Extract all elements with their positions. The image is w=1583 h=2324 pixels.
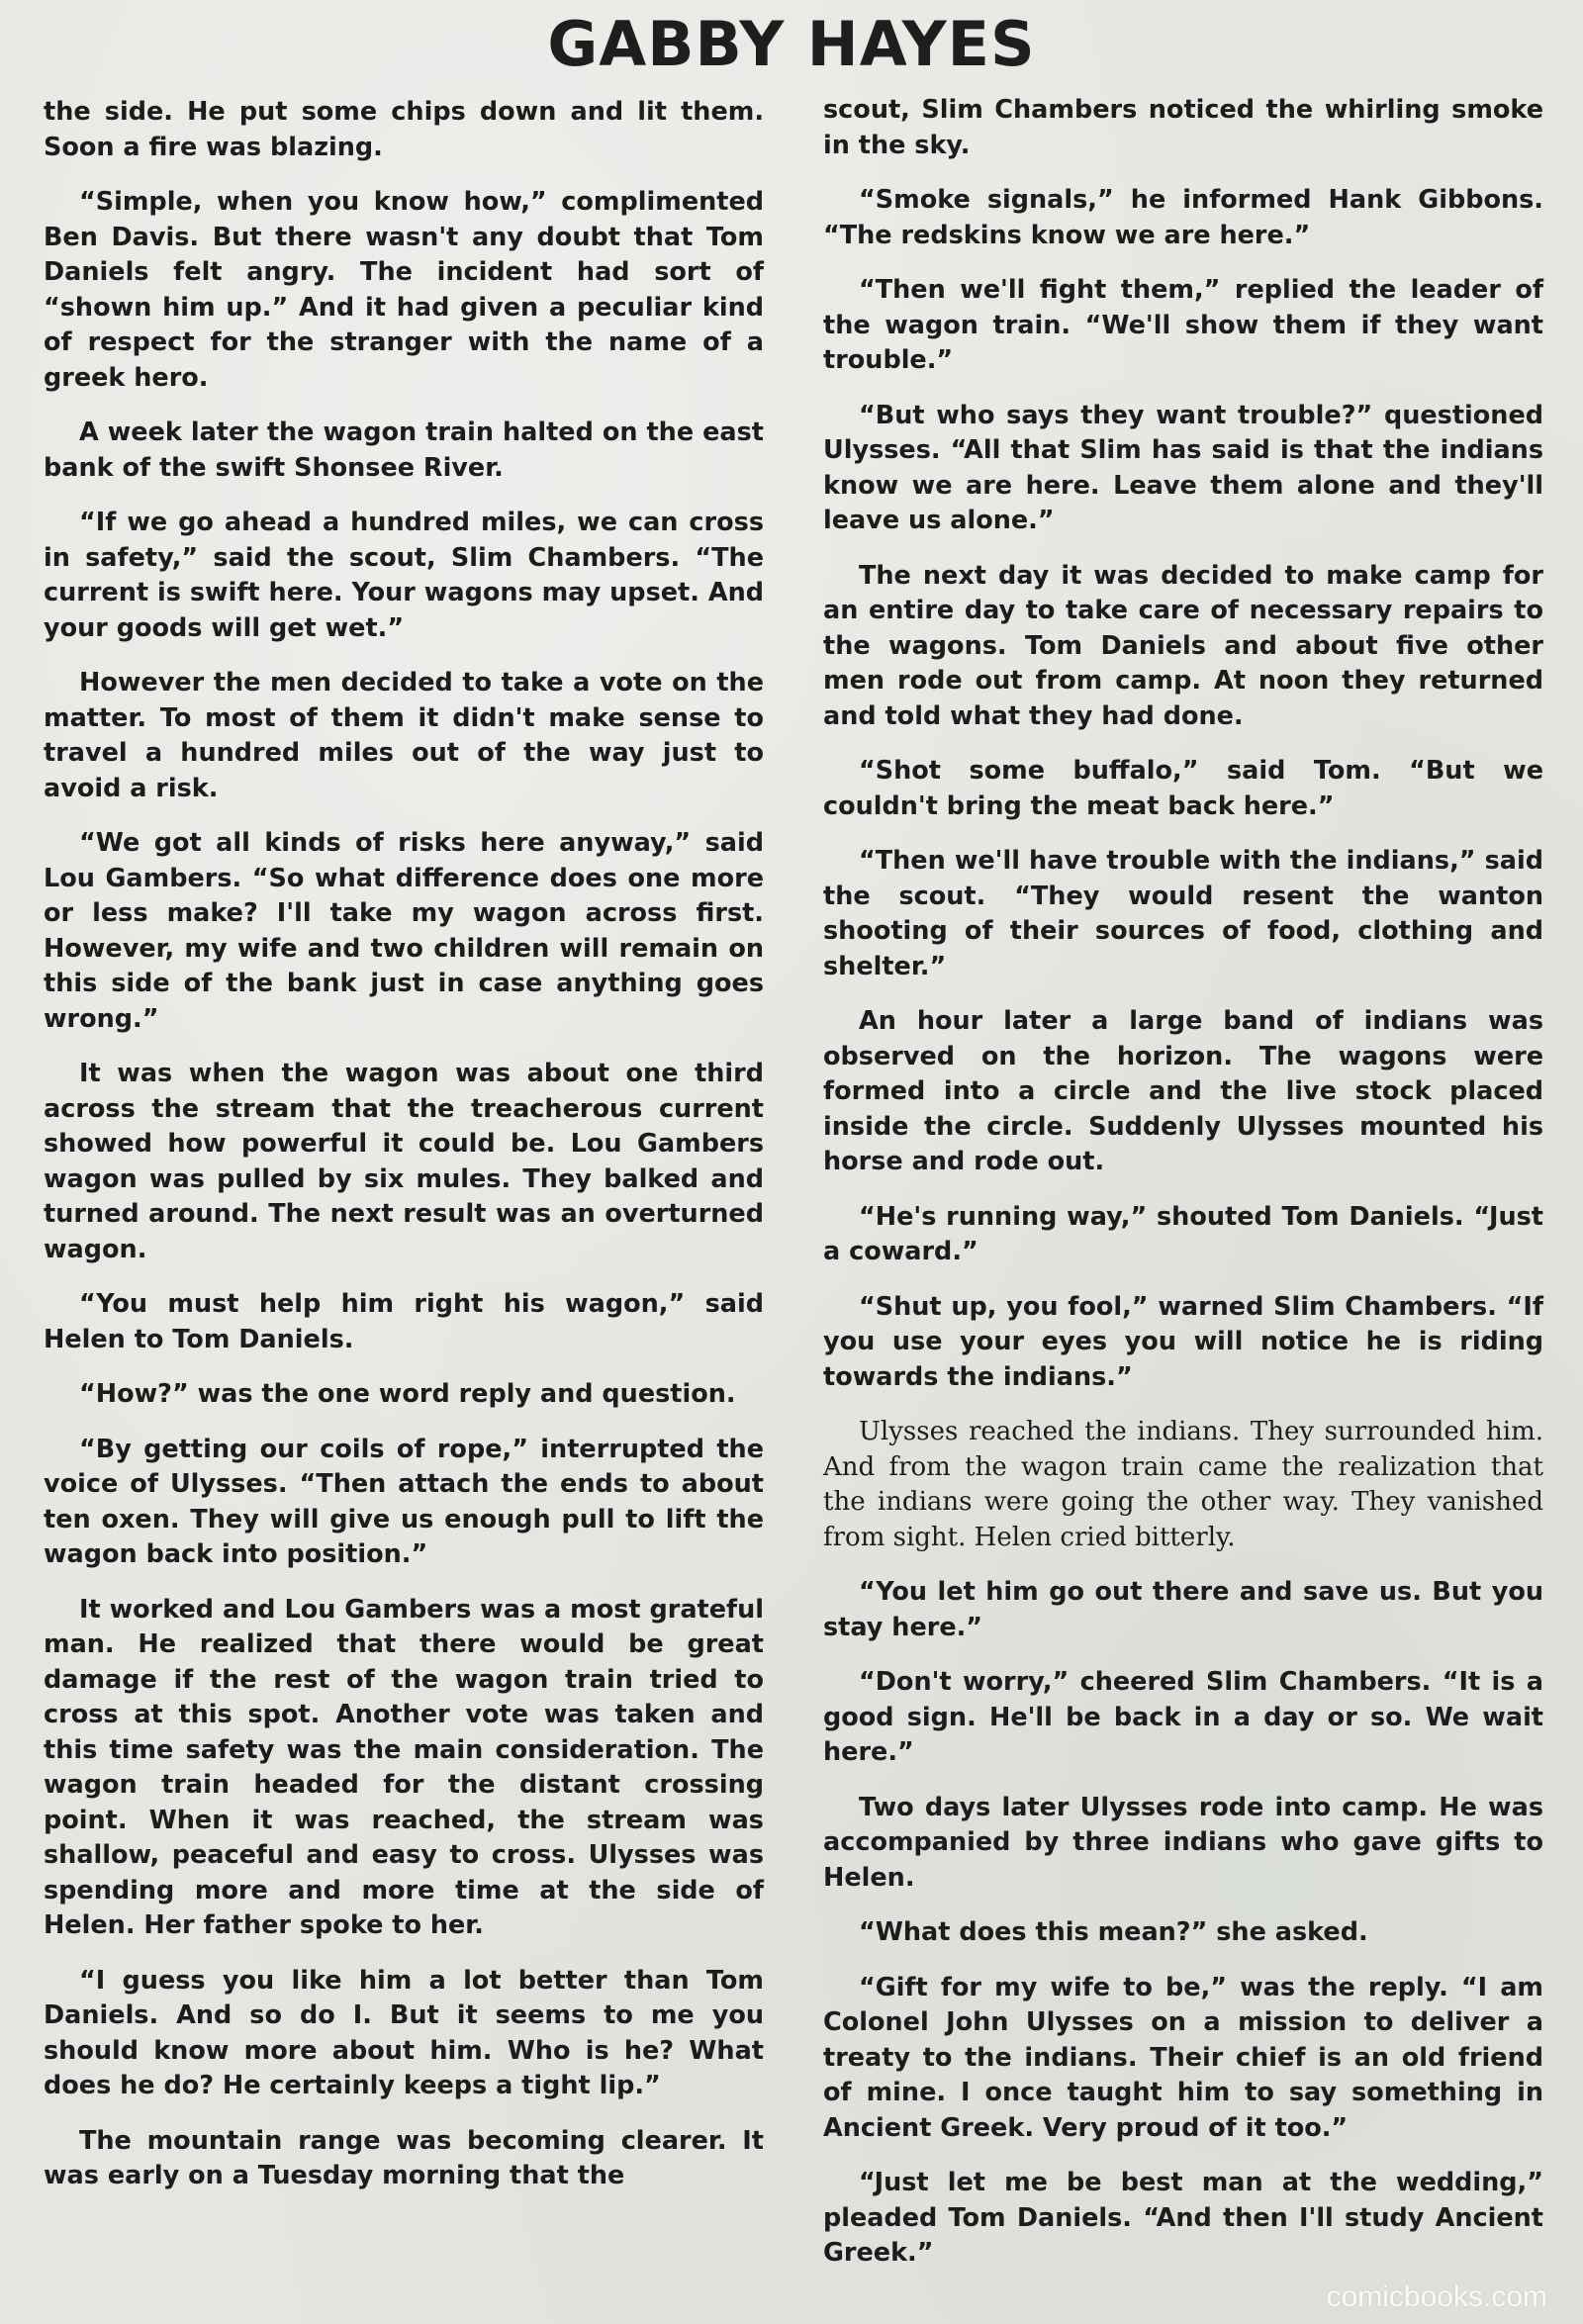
right-text-column: [823, 93, 1543, 2291]
paragraph: “We got all kinds of risks here anyway,” said Lou Gambers. “So what difference does one more or less make? I'll take my wagon across first. However, my wife and two children will remain on this side of the bank just in case anything goes wrong.”: [44, 828, 764, 1034]
paragraph: “Smoke signals,” he informed Hank Gibbons. “The redskins know we are here.”: [823, 185, 1543, 250]
left-text-column: [44, 95, 764, 2214]
paragraph: “Then we'll fight them,” replied the leader of the wagon train. “We'll show them if they want trouble.”: [823, 275, 1543, 375]
paragraph: “If we go ahead a hundred miles, we can cross in safety,” said the scout, Slim Chambers. “The current is swift here. Your wagons may upset. And your goods will get wet.”: [44, 508, 764, 643]
paragraph: It was when the wagon was about one third across the stream that the treacherous current showed how powerful it could be. Lou Gambers wagon was pulled by six mules. They balked and turned around. The next result was an overturned wagon.: [44, 1059, 764, 1264]
paragraph: the side. He put some chips down and lit them. Soon a fire was blazing.: [44, 97, 764, 162]
paragraph: A week later the wagon train halted on the east bank of the swift Shonsee River.: [44, 418, 764, 483]
paragraph: However the men decided to take a vote on the matter. To most of them it didn't make sense to travel a hundred miles out of the way just to avoid a risk.: [44, 668, 764, 803]
paragraph: “But who says they want trouble?” questioned Ulysses. “All that Slim has said is that the indians know we are here. Leave them alone and they'll leave us alone.”: [823, 400, 1543, 535]
paragraph: The next day it was decided to make camp for an entire day to take care of necessary repairs to the wagons. Tom Daniels and about five other men rode out from camp. At noon they returned and told what they had done.: [823, 560, 1543, 731]
site-watermark: comicbooks.com: [1326, 2280, 1547, 2313]
paragraph: scout, Slim Chambers noticed the whirling smoke in the sky.: [823, 95, 1543, 160]
paragraph: “Simple, when you know how,” complimented Ben Davis. But there wasn't any doubt that Tom Daniels felt angry. The incident had sort of “shown him up.” And it had given a peculiar kind of respect for the stranger with the name of a greek hero.: [44, 187, 764, 393]
paragraph: “Then we'll have trouble with the indians,” said the scout. “They would resent the wanton shooting of their sources of food, clothing and shelter.”: [823, 846, 1543, 981]
paragraph: “He's running way,” shouted Tom Daniels. “Just a coward.”: [823, 1201, 1543, 1266]
paragraph: “How?” was the one word reply and question.: [79, 1379, 736, 1409]
paragraph: “Shot some buffalo,” said Tom. “But we couldn't bring the meat back here.”: [823, 756, 1543, 821]
paragraph: “What does this mean?” she asked.: [859, 1917, 1368, 1947]
paragraph: “You must help him right his wagon,” said Helen to Tom Daniels.: [44, 1289, 764, 1354]
paragraph: Ulysses reached the indians. They surrounded him. And from the wagon train came the realization that the indians were going the other way. They vanished from sight. Helen cried bitterly.: [823, 1417, 1543, 1552]
paragraph: “Don't worry,” cheered Slim Chambers. “It is a good sign. He'll be back in a day or so. We wait here.”: [823, 1667, 1543, 1767]
page-title: GABBY HAYES: [547, 8, 1036, 80]
paragraph: An hour later a large band of indians was observed on the horizon. The wagons were formed into a circle and the live stock placed inside the circle. Suddenly Ulysses mounted his horse and rode out.: [823, 1006, 1543, 1176]
paragraph: It worked and Lou Gambers was a most grateful man. He realized that there would be great damage if the rest of the wagon train tried to cross at this spot. Another vote was taken and this time safety was the main consideration. The wagon train headed for the distant crossing point. When it was reached, the stream was shallow, peaceful and easy to cross. Ulysses was spending more and more time at the side of Helen. Her father spoke to her.: [44, 1594, 764, 1940]
paragraph: “Shut up, you fool,” warned Slim Chambers. “If you use your eyes you will notice he is riding towards the indians.”: [823, 1291, 1543, 1392]
paragraph: The mountain range was becoming clearer. It was early on a Tuesday morning that the: [44, 2125, 764, 2190]
paragraph: Two days later Ulysses rode into camp. He was accompanied by three indians who gave gifts to Helen.: [823, 1792, 1543, 1893]
paragraph: “You let him go out there and save us. But you stay here.”: [823, 1577, 1543, 1642]
paragraph: “Gift for my wife to be,” was the reply. “I am Colonel John Ulysses on a mission to deliver a treaty to the indians. Their chief is an old friend of mine. I once taught him to say something in Ancient Greek. Very proud of it too.”: [823, 1972, 1543, 2143]
paragraph: “By getting our coils of rope,” interrupted the voice of Ulysses. “Then attach the ends to about ten oxen. They will give us enough pull to lift the wagon back into position.”: [44, 1434, 764, 1569]
paragraph: “I guess you like him a lot better than Tom Daniels. And so do I. But it seems to me you should know more about him. Who is he? What does he do? He certainly keeps a tight lip.”: [44, 1965, 764, 2100]
paragraph: “Just let me be best man at the wedding,” pleaded Tom Daniels. “And then I'll study Ancient Greek.”: [823, 2168, 1543, 2268]
